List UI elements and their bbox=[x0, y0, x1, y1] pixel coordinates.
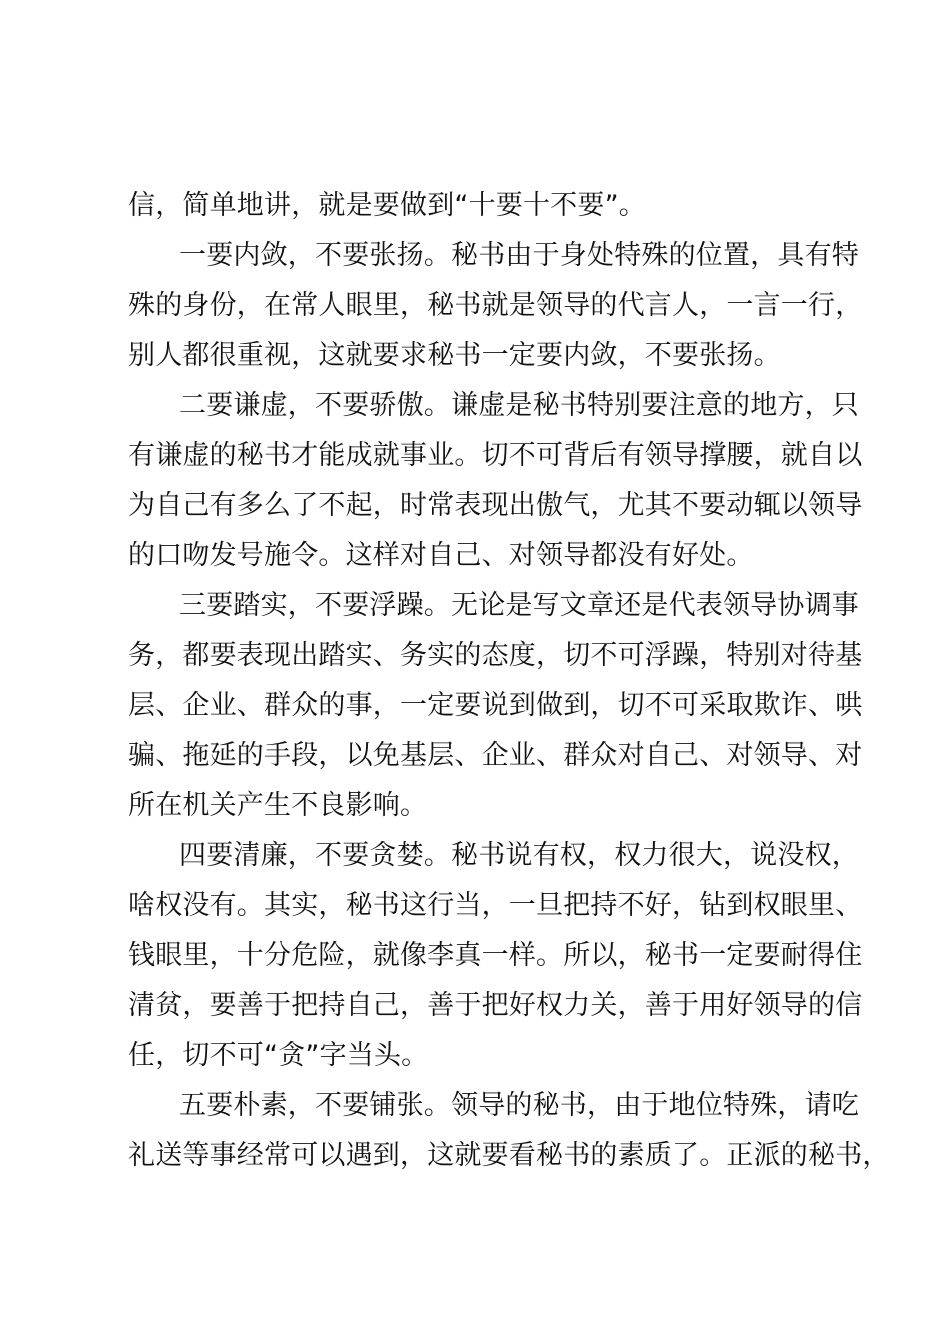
paragraph-5-start: 五要朴素，不要铺张。领导的秘书，由于地位特殊，请吃 bbox=[179, 1090, 859, 1121]
text-line: 别人都很重视，这就要求秘书一定要内敛，不要张扬。 bbox=[128, 340, 781, 371]
paragraph-1-start: 一要内敛，不要张扬。秘书由于身处特殊的位置，具有特 bbox=[179, 240, 859, 271]
text-line: 有谦虚的秘书才能成就事业。切不可背后有领导撑腰，就自以 bbox=[128, 440, 863, 471]
text-line: 啥权没有。其实，秘书这行当，一旦把持不好，钻到权眼里、 bbox=[128, 890, 863, 921]
paragraph-2-start: 二要谦虚，不要骄傲。谦虚是秘书特别要注意的地方，只 bbox=[179, 390, 859, 421]
text-line: 钱眼里，十分危险，就像李真一样。所以，秘书一定要耐得住 bbox=[128, 940, 863, 971]
text-line: 任，切不可“贪”字当头。 bbox=[128, 1040, 429, 1071]
text-line: 信，简单地讲，就是要做到“十要十不要”。 bbox=[128, 190, 646, 221]
text-line: 为自己有多么了不起，时常表现出傲气，尤其不要动辄以领导 bbox=[128, 490, 863, 521]
text-line: 殊的身份，在常人眼里，秘书就是领导的代言人，一言一行， bbox=[128, 290, 863, 321]
text-line: 骗、拖延的手段，以免基层、企业、群众对自己、对领导、对 bbox=[128, 740, 863, 771]
text-line: 礼送等事经常可以遇到，这就要看秘书的素质了。正派的秘书， bbox=[128, 1140, 890, 1171]
paragraph-4-start: 四要清廉，不要贪婪。秘书说有权，权力很大，说没权， bbox=[179, 840, 859, 871]
text-line: 的口吻发号施令。这样对自己、对领导都没有好处。 bbox=[128, 540, 754, 571]
text-line: 层、企业、群众的事，一定要说到做到，切不可采取欺诈、哄 bbox=[128, 690, 863, 721]
text-line: 务，都要表现出踏实、务实的态度，切不可浮躁，特别对待基 bbox=[128, 640, 863, 671]
text-line: 清贫，要善于把持自己，善于把好权力关，善于用好领导的信 bbox=[128, 990, 863, 1021]
text-line: 所在机关产生不良影响。 bbox=[128, 790, 428, 821]
paragraph-3-start: 三要踏实，不要浮躁。无论是写文章还是代表领导协调事 bbox=[179, 590, 859, 621]
